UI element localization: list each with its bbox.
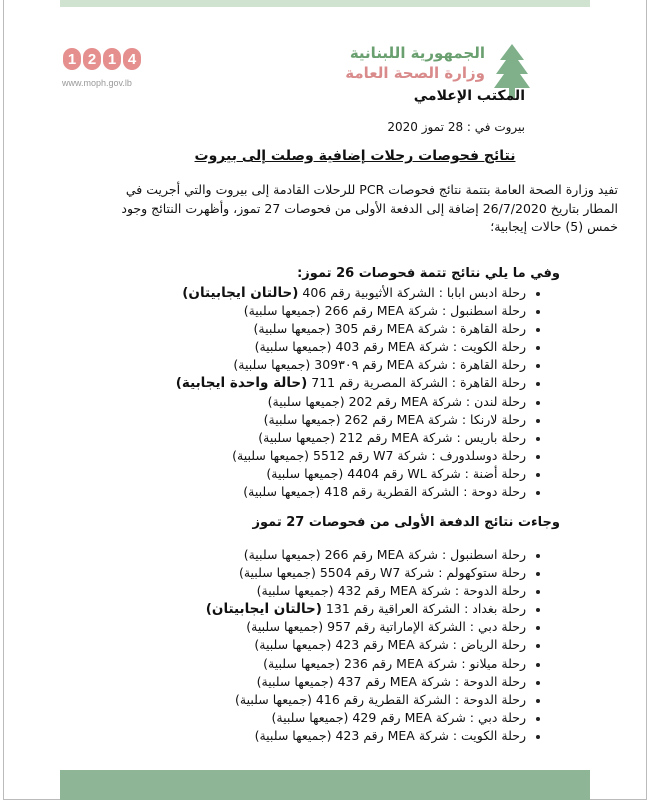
negative-result: (جميعها سلبية) [266, 465, 344, 481]
negative-result: (جميعها سلبية) [243, 484, 321, 500]
negative-result: (جميعها سلبية) [263, 655, 341, 671]
flight-item [176, 374, 540, 392]
flight-item [206, 727, 540, 745]
flight-details: رحلة الدوحة : الشركة القطرية رقم 416 [311, 691, 526, 707]
flight-details: رحلة لندن : شركة MEA رقم 202 [344, 393, 526, 409]
flight-item [176, 284, 540, 302]
flight-item [176, 338, 540, 356]
flight-item [206, 655, 540, 673]
flight-details: رحلة لارنكا : شركة MEA رقم 262 [340, 411, 526, 427]
flight-details: رحلة دبي : الشركة الإماراتية رقم 957 [323, 619, 526, 635]
negative-result: (جميعها سلبية) [267, 393, 345, 409]
top-green-bar [60, 0, 590, 7]
flight-details: رحلة القاهرة : الشركة المصرية رقم 711 [307, 375, 526, 391]
date-line: بيروت في : 28 تموز 2020 [387, 120, 525, 134]
flight-item [176, 393, 540, 411]
flight-details: رحلة الدوحة : شركة MEA رقم 432 [333, 583, 526, 599]
republic-name: الجمهورية اللبنانية [349, 44, 485, 62]
negative-result: (جميعها سلبية) [243, 303, 321, 319]
negative-result: (جميعها سلبية) [254, 339, 332, 355]
footer-green-bar [60, 770, 590, 800]
flight-item [206, 691, 540, 709]
flight-item [206, 636, 540, 654]
negative-result: (جميعها سلبية) [238, 565, 316, 581]
flight-details: رحلة دبي : شركة MEA رقم 429 [348, 709, 526, 725]
hotline-digit: 2 [83, 48, 101, 70]
flight-item [176, 465, 540, 483]
flight-item [206, 709, 540, 727]
negative-result: (جميعها سلبية) [256, 583, 334, 599]
document-title: نتائج فحوصات رحلات إضافية وصلت إلى بيروت [194, 148, 516, 164]
flight-item [176, 411, 540, 429]
flight-details: رحلة أضنة : شركة WL رقم 4404 [343, 465, 526, 481]
flight-item [176, 483, 540, 501]
flight-details: رحلة القاهرة : شركة MEA رقم 309٣٠٩ [310, 357, 526, 373]
negative-result: (جميعها سلبية) [256, 673, 334, 689]
negative-result: (جميعها سلبية) [254, 727, 332, 743]
flight-item [206, 564, 540, 582]
section1-heading: وفي ما يلي نتائج تتمة فحوصات 26 تموز: [297, 266, 560, 281]
flight-item [206, 618, 540, 636]
flight-details: رحلة بغداد : الشركة العراقية رقم 131 [321, 601, 526, 617]
media-office: المكتب الإعلامي [413, 88, 525, 104]
flight-details: رحلة دوحة : الشركة القطرية رقم 418 [320, 484, 526, 500]
negative-result: (جميعها سلبية) [235, 691, 312, 707]
positive-result: (حالتان ايجابيتان) [182, 285, 299, 301]
negative-result: (جميعها سلبية) [232, 447, 310, 463]
negative-result: (جميعها سلبية) [233, 357, 311, 373]
flight-item [206, 600, 540, 618]
flight-details: رحلة الكويت : شركة MEA رقم 423 [331, 727, 526, 743]
ministry-name: وزارة الصحة العامة [345, 64, 485, 82]
flight-details: رحلة دوسلدورف : شركة W7 رقم 5512 [309, 447, 526, 463]
negative-result: (جميعها سلبية) [253, 321, 331, 337]
negative-result: (جميعها سلبية) [254, 637, 332, 653]
flight-details: رحلة ميلانو : شركة MEA رقم 236 [340, 655, 526, 671]
positive-result: (حالة واحدة ايجابية) [175, 375, 308, 392]
negative-result: (جميعها سلبية) [271, 709, 349, 725]
flight-item [176, 302, 540, 320]
positive-result: (حالتان ايجابيتان) [205, 601, 322, 618]
flight-item [206, 673, 540, 691]
flight-item [176, 447, 540, 465]
flight-item [176, 429, 540, 447]
flight-details: رحلة باريس : شركة MEA رقم 212 [335, 429, 526, 445]
hotline-digit: 1 [103, 48, 121, 70]
flight-details: رحلة القاهرة : شركة MEA رقم 305 [330, 321, 526, 337]
flight-details: رحلة ادبس ابابا : الشركة الأثيوبية رقم 406 [298, 285, 526, 300]
section2-flight-list [206, 546, 540, 745]
flight-details: رحلة الكويت : شركة MEA رقم 403 [331, 339, 526, 355]
hotline-digit: 4 [123, 48, 141, 70]
flight-details: رحلة الرياض : شركة MEA رقم 423 [331, 637, 526, 653]
negative-result: (جميعها سلبية) [263, 411, 341, 427]
flight-item [206, 582, 540, 600]
flight-details: رحلة الدوحة : شركة MEA رقم 437 [333, 673, 526, 689]
negative-result: (جميعها سلبية) [258, 429, 336, 445]
flight-item [176, 320, 540, 338]
flight-details: رحلة اسطنبول : شركة MEA رقم 266 [320, 547, 526, 562]
section2-heading: وجاءت نتائج الدفعة الأولى من فحوصات 27 تموز [252, 515, 560, 530]
flight-details: رحلة اسطنبول : شركة MEA رقم 266 [320, 303, 526, 319]
flight-details: رحلة ستوكهولم : شركة W7 رقم 5504 [315, 565, 526, 581]
negative-result: (جميعها سلبية) [243, 547, 321, 562]
website-url: www.moph.gov.lb [62, 78, 132, 88]
flight-item [176, 356, 540, 374]
hotline-digit: 1 [63, 48, 81, 70]
negative-result: (جميعها سلبية) [246, 619, 324, 635]
section1-flight-list [176, 284, 540, 501]
flight-item [206, 546, 540, 564]
hotline-logo [63, 48, 141, 70]
intro-paragraph: تفيد وزارة الصحة العامة بتتمة نتائج فحوصات PCR للرحلات القادمة إلى بيروت والتي أجريت في المطار بتاريخ 26/7/2020 إضافة إلى الدفعة الأولى من فحوصات 27 تموز، وأظهرت النتائج وجود خمس (5) حالات إيجابية؛ [121, 182, 618, 234]
